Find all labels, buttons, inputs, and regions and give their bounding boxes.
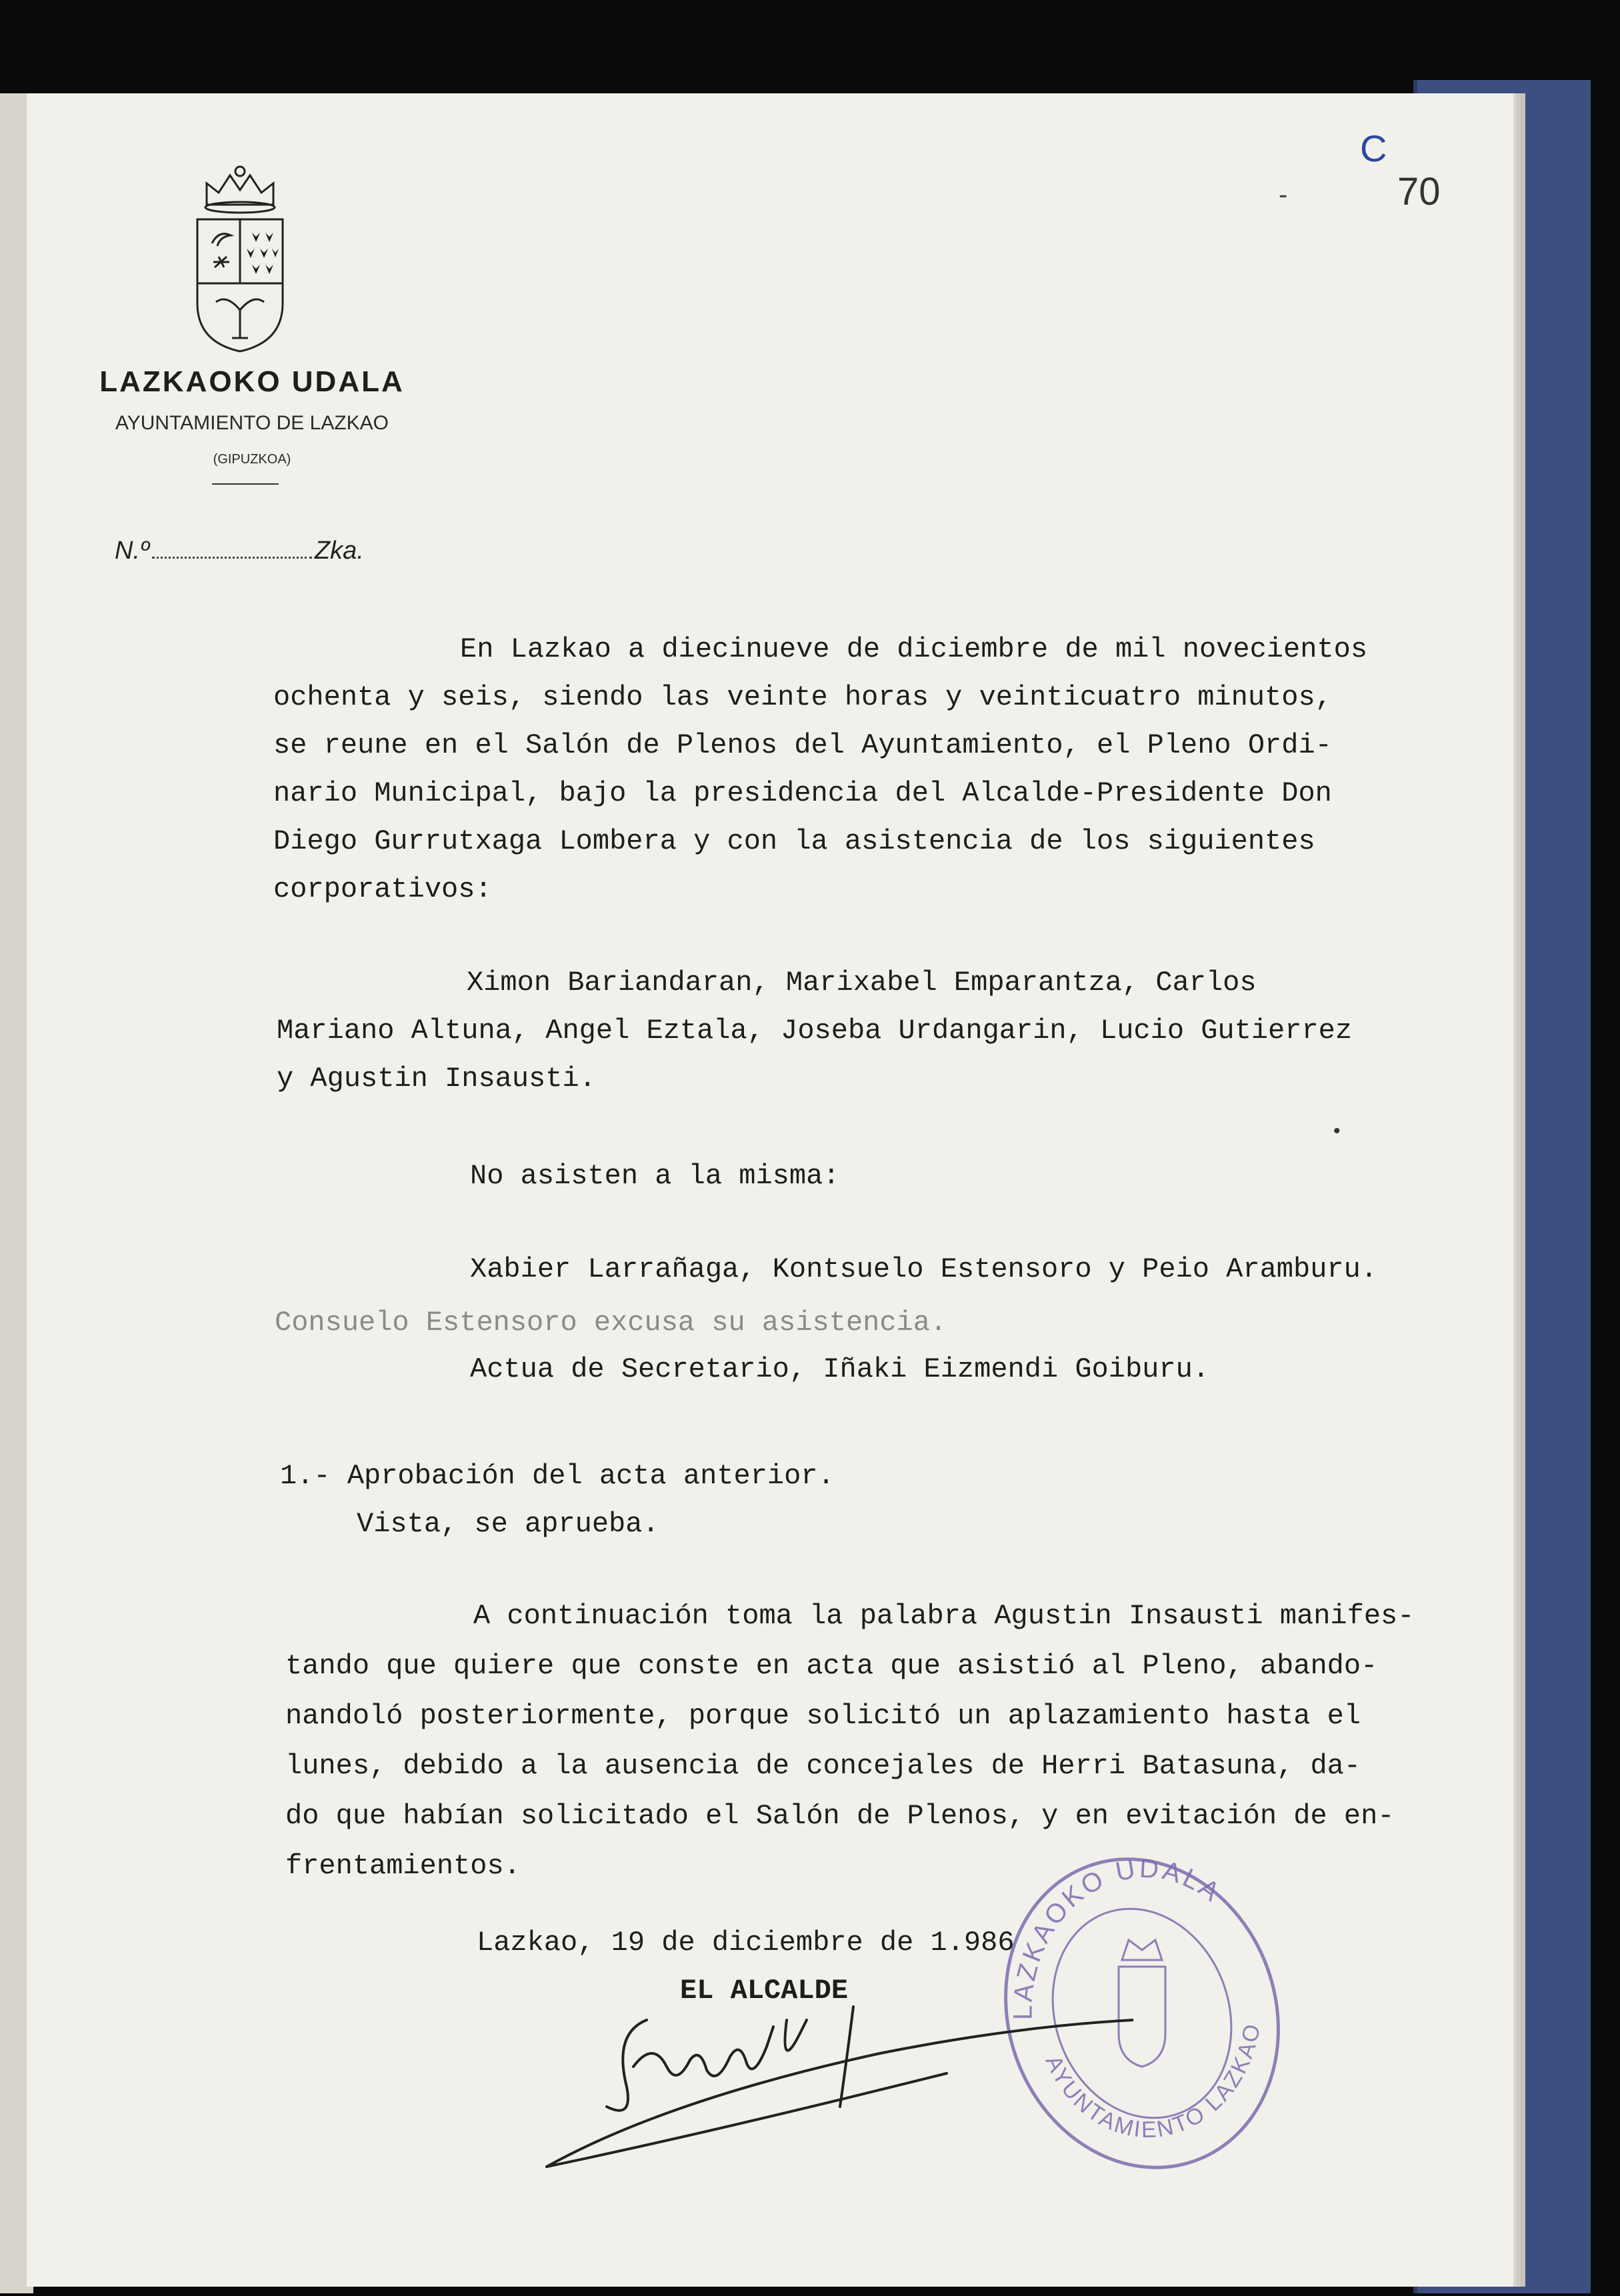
ref-zka-label: Zka. [314,537,364,565]
folio-mark: C [1360,127,1387,169]
body-line: corporativos: [273,873,492,905]
margin-mark: • [1333,1120,1341,1142]
body-line: Xabier Larrañaga, Kontsuelo Estensoro y Peio Aramburu. [470,1253,1378,1285]
ref-dotted-field [152,557,312,559]
body-line: A continuación toma la palabra Agustin Insausti manifes- [473,1600,1415,1632]
body-line: y Agustin Insausti. [277,1063,596,1095]
org-subtitle: AYUNTAMIENTO DE LAZKAO [115,412,389,434]
divider [212,483,279,485]
body-line: Actua de Secretario, Iñaki Eizmendi Goiburu. [470,1353,1209,1385]
folio-dash: - [1279,180,1288,209]
stamp-text-top: LAZKAOKO UDALA [1008,1853,1227,2021]
signature [533,1993,1133,2207]
body-line: tando que quiere que conste en acta que asistió al Pleno, abando- [285,1650,1378,1682]
body-line: frentamientos. [285,1850,521,1882]
body-line-faint: Consuelo Estensoro excusa su asistencia. [275,1307,947,1339]
body-line: lunes, debido a la ausencia de concejales de Herri Batasuna, da- [285,1750,1361,1782]
body-line: Ximon Bariandaran, Marixabel Emparantza, Carlos [467,967,1257,999]
coat-of-arms-icon [193,163,287,357]
ref-number-label: N.º [115,537,149,565]
body-line: Mariano Altuna, Angel Eztala, Joseba Urdangarin, Lucio Gutierrez [277,1015,1353,1047]
body-line: No asisten a la misma: [470,1160,840,1192]
body-line: ochenta y seis, siendo las veinte horas y veinticuatro minutos, [273,681,1332,713]
date-line: Lazkao, 19 de diciembre de 1.986 [477,1927,1015,1959]
org-name: LAZKAOKO UDALA [99,365,405,398]
body-line: En Lazkao a diecinueve de diciembre de mil novecientos [460,633,1368,665]
body-line: nario Municipal, bajo la presidencia del Alcalde-Presidente Don [273,777,1332,809]
agenda-item-result: Vista, se aprueba. [357,1508,659,1540]
body-line: Diego Gurrutxaga Lombera y con la asistencia de los siguientes [273,825,1315,857]
body-line: do que habían solicitado el Salón de Plenos, y en evitación de en- [285,1800,1395,1832]
folio-number: 70 [1397,170,1441,213]
body-line: nandoló posteriormente, porque solicitó un aplazamiento hasta el [285,1700,1361,1732]
org-province: (GIPUZKOA) [213,452,291,467]
stamp-text-bottom: AYUNTAMIENTO LAZKAO [1040,2020,1266,2143]
agenda-item: 1.- Aprobación del acta anterior. [280,1460,835,1492]
reference-number-line [115,537,364,565]
signatory-title: EL ALCALDE [680,1975,849,2007]
body-line: se reune en el Salón de Plenos del Ayuntamiento, el Pleno Ordi- [273,729,1332,761]
